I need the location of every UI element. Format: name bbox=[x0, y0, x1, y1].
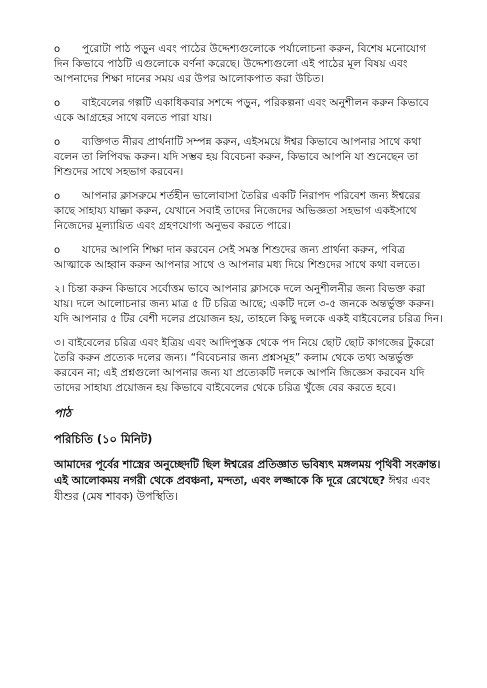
bullet-text: যাদের আপনি শিক্ষা দান করবেন সেই সমস্ত শিশুদের জন্য প্রার্থনা করুন, পবিত্র আত্মাকে আহ্বান করুন আপনার সাথে ও আপনার মধ্য দিয়ে শিশুদের সাথে কথা বলতে। bbox=[54, 244, 421, 271]
document-page bbox=[54, 42, 444, 505]
intro-question-text: আমাদের পূর্বের শাস্ত্রের অনুচ্ছেদটি ছিল ঈশ্বরের প্রতিজ্ঞাত ভবিষ্যৎ মঙ্গলময় পৃথিবী সংক্রান্ত। এই আলোকময় নগরী থেকে প্রবঞ্চনা, মন্দতা, এবং লজ্জাকে কি দূরে রেখেছে? bbox=[54, 458, 441, 487]
bullet-marker: o bbox=[54, 191, 61, 202]
prep-bullet-1 bbox=[54, 42, 444, 87]
intro-answer-text: ঈশ্বর এবং যীশুর (মেষ শাবক) উপস্থিতি। bbox=[54, 474, 431, 503]
bullet-marker: o bbox=[54, 44, 61, 55]
numbered-step-2: ২। চিন্তা করুন কিভাবে সর্বোত্তম ভাবে আপনার ক্লাসকে দলে অনুশীলনীর জন্য বিভক্ত করা যায়। দলে আলোচনার জন্য মাত্র ৫ টি চরিত্র আছে; একটি দলে ৩-৫ জনকে অন্তর্ভুক্ত করুন। যদি আপনার ৫ টির বেশী দলের প্রয়োজন হয়, তাহলে কিছু দলকে একই বাইবেলের চরিত্র দিন। bbox=[54, 283, 443, 325]
prep-bullet-3 bbox=[54, 135, 444, 180]
bullet-text: বাইবেলের গল্পটি একাধিকবার সশব্দে পড়ুন, পরিকল্পনা এবং অনুশীলন করুন কিভাবে একে আগ্রহের সাথে বলতে পারা যায়। bbox=[54, 97, 429, 124]
prep-bullet-5 bbox=[54, 243, 444, 273]
lesson-heading: পাঠ bbox=[54, 406, 72, 420]
bullet-text: পুরোটা পাঠ পড়ুন এবং পাঠের উদ্দেশ্যগুলোকে পর্যালোচনা করুন, বিশেষ মনোযোগ দিন কিভাবে পাঠটি এগুলোকে বর্ণনা করেছে। উদ্দেশ্যগুলো এই পাঠের মূল বিষয় এবং আপনাদের শিক্ষা দানের সময় এর উপর আলোকপাত করা উচিত। bbox=[54, 43, 427, 85]
numbered-step-3: ৩। বাইবেলের চরিত্র এবং ইত্রিয় এবং আদিপুস্তক থেকে পদ নিয়ে ছোট ছোট কাগজের টুকরো তৈরি করুন প্রত্যেক দলের জন্য। “বিবেচনার জন্য প্রশ্নসমূহ” কলাম থেকে তথ্য অন্তর্ভুক্ত করবেন না; এই প্রশ্নগুলো আপনার জন্য যা প্রত্যেকটি দলকে আপনি জিজ্ঞেস করবেন যদি তাদের সাহায্য প্রয়োজন হয় কিভাবে বাইবেলের থেকে চরিত্র খুঁজে বের করতে হবে। bbox=[54, 337, 435, 394]
bullet-text: আপনার ক্লাসরুমে শর্তহীন ভালোবাসা তৈরির একটি নিরাপদ পরিবেশ জন্য ঈশ্বরের কাছে সাহায্য যাচ্ঞা করুন, যেখানে সবাই তাদের নিজেদের অভিজ্ঞতা সহভাগ একইসাথে নিজেদের মূল্যায়িত এবং গ্রহণযোগ্য অনুভব করতে পারে। bbox=[54, 190, 421, 232]
prep-bullet-4 bbox=[54, 189, 444, 234]
intro-heading: পরিচিতি (১০ মিনিট) bbox=[54, 432, 153, 446]
bullet-marker: o bbox=[54, 245, 61, 256]
prep-bullet-2 bbox=[54, 96, 444, 126]
intro-paragraph bbox=[54, 457, 444, 505]
bullet-text: ব্যক্তিগত নীরব প্রার্থনাটি সম্পন্ন করুন, এইসময়ে ঈশ্বর কিভাবে আপনার সাথে কথা বলেন তা লিপিবদ্ধ করুন। যদি সম্ভব হয় বিবেচনা করুন, কিভাবে আপনি যা শুনেছেন তা শিশুদের সাথে সহভাগ করবেন। bbox=[54, 136, 422, 178]
bullet-marker: o bbox=[54, 98, 61, 109]
bullet-marker: o bbox=[54, 137, 61, 148]
